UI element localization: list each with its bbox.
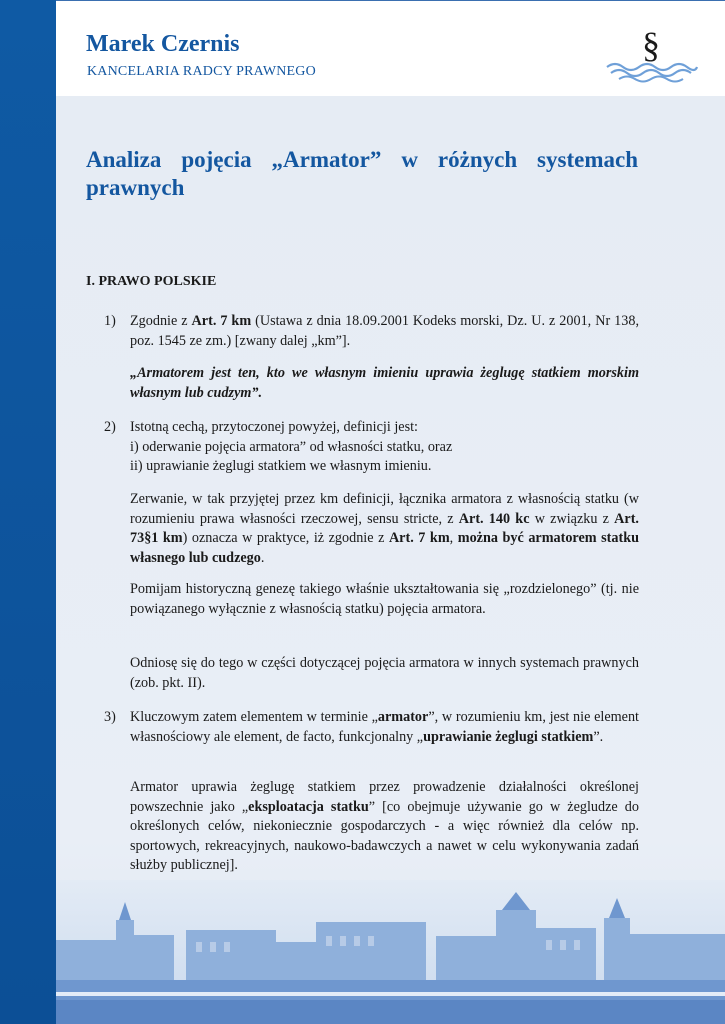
city-skyline-image	[56, 880, 725, 1024]
firm-subtitle: KANCELARIA RADCY PRAWNEGO	[87, 64, 316, 79]
left-accent-bar	[0, 0, 56, 1024]
paragraph: Odniosę się do tego w części dotyczącej pojęcia armatora w innych systemach prawnych (zob. pkt. II).	[130, 655, 639, 691]
paragraph-icon: §	[642, 27, 660, 65]
item-number: 1)	[104, 313, 116, 329]
section-heading: I. PRAWO POLSKIE	[86, 274, 217, 289]
item-number: 3)	[104, 709, 116, 725]
paragraph: Zerwanie, w tak przyjętej przez km definicji, łącznika armatora z własnością statku (w rozumieniu prawa własności rzeczowej, sensu stricte, z Art. 140 kc w związku z Art. 73§1 km) oznacza w praktyce, iż zgodnie z Art. 7 km, można być armatorem statku własnego lub cudzego.	[130, 491, 639, 566]
quote: „Armatorem jest ten, kto we własnym imieniu uprawia żeglugę statkiem morskim własnym lub cudzym”.	[130, 365, 639, 401]
paragraph: Armator uprawia żeglugę statkiem przez prowadzenie działalności określonej powszechnie jako „eksploatacja statku” [co obejmuje używanie go w żegludze do określonych celów, niekoniecznie gospodarczych - a więc również dla celów np. sportowych, rekreacyjnych, naukowo-badawczych a nawet w celu wykonywania zadań służby publicznej].	[130, 779, 639, 873]
paragraph-waves-logo	[601, 27, 701, 83]
paragraph: Pomijam historyczną genezę takiego właśnie ukształtowania się „rozdzielonego” (tj. nie powiązanego wyłącznie z własnością statku) pojęcia armatora.	[130, 581, 639, 617]
item-number: 2)	[104, 419, 116, 435]
firm-name: Marek Czernis	[86, 31, 240, 57]
paragraph: Istotną cechą, przytoczonej powyżej, definicji jest: i) oderwanie pojęcia armatora” od własności statku, oraz ii) uprawianie żeglugi statkiem we własnym imieniu.	[130, 419, 453, 474]
paragraph: Zgodnie z Art. 7 km (Ustawa z dnia 18.09.2001 Kodeks morski, Dz. U. z 2001, Nr 138, poz. 1545 ze zm.) [zwany dalej „km”].	[130, 313, 639, 349]
paragraph: Kluczowym zatem elementem w terminie „armator”, w rozumieniu km, jest nie element własnościowy ale element, de facto, funkcjonalny „uprawianie żeglugi statkiem”.	[130, 709, 640, 745]
letterhead	[56, 0, 725, 97]
document-title: Analiza pojęcia „Armator” w różnych systemach prawnych	[86, 147, 638, 200]
